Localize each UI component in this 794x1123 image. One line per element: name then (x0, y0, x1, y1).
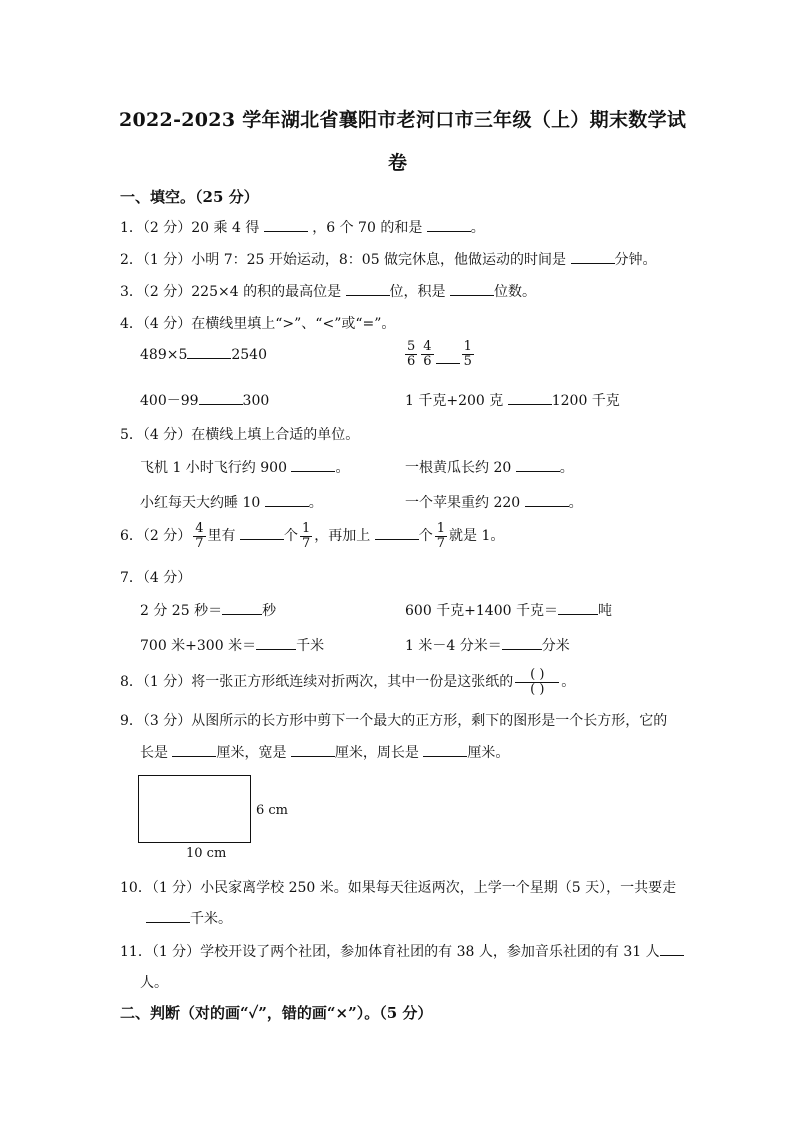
q1-text-b: ，6 个 70 的和是 (312, 220, 423, 236)
page-title-line-2: 卷 (388, 152, 408, 174)
q9-width-label: 10 cm (186, 846, 227, 861)
q9-text-b: 厘米，宽是 (216, 745, 287, 761)
q4-item-2-blank[interactable] (436, 351, 460, 364)
q5-item-2-text: 一根黄瓜长约 20 (405, 460, 512, 476)
q1-answer-blank-1[interactable] (264, 219, 308, 232)
q1-text-c: 。 (470, 220, 485, 236)
q7-item-3 (140, 635, 324, 655)
q7-item-4-unit: 分米 (541, 638, 570, 654)
q8-text-a: 8．（1 分）将一张正方形纸连续对折两次，其中一份是这张纸的 (120, 674, 514, 691)
q7-item-4-text: 1 米－4 分米＝ (405, 638, 502, 654)
q4-item-1-right: 2540 (231, 347, 267, 363)
q9-answer-blank-2[interactable] (291, 744, 335, 757)
question-8 (120, 668, 575, 696)
q11-answer-blank[interactable] (660, 943, 684, 956)
q9-height-label: 6 cm (256, 803, 289, 818)
q9-answer-blank-3[interactable] (423, 744, 467, 757)
q7-item-1 (140, 600, 276, 620)
q5-item-2-blank[interactable] (516, 459, 560, 472)
q4-fraction-5-6: $\frac{5}{6}$ (407, 339, 416, 369)
q9-answer-blank-1[interactable] (172, 744, 216, 757)
q5-item-1-blank[interactable] (291, 459, 335, 472)
q4-item-4-blank[interactable] (508, 392, 552, 405)
q5-item-1-end: 。 (335, 460, 350, 476)
q3-answer-blank-2[interactable] (450, 283, 494, 296)
q4-item-2 (403, 340, 476, 368)
q10-answer-blank[interactable] (146, 910, 190, 923)
q8-text-b: 。 (561, 674, 576, 691)
q7-item-2-blank[interactable] (558, 602, 598, 615)
q6-answer-blank-2[interactable] (375, 527, 419, 540)
q5-item-1-text: 飞机 1 小时飞行约 900 (140, 460, 287, 476)
q7-item-1-text: 2 分 25 秒＝ (140, 603, 223, 619)
q11-text: 11．（1 分）学校开设了两个社团，参加体育社团的有 38 人，参加音乐社团的有 31 人 (120, 944, 660, 960)
question-11-line-1 (120, 941, 684, 961)
q7-item-3-text: 700 米+300 米＝ (140, 638, 257, 654)
q3-text-c: 位数。 (493, 284, 536, 300)
q5-item-3-text: 小红每天大约睡 10 (140, 495, 261, 511)
question-6 (120, 522, 504, 550)
q5-item-4-text: 一个苹果重约 220 (405, 495, 521, 511)
question-4-stem: 4．（4 分）在横线里填上“>”、“<”或“=”。 (120, 316, 396, 332)
question-11-line-2: 人。 (140, 975, 168, 991)
q5-item-4 (405, 492, 583, 512)
q5-item-3 (140, 492, 323, 512)
q3-text-a: 3．（2 分）225×4 的积的最高位是 (120, 284, 342, 300)
q7-item-2 (405, 600, 612, 620)
q4-fraction-4-6: $\frac{4}{6}$ (423, 339, 432, 369)
question-10-line-2 (146, 908, 232, 928)
q7-item-3-blank[interactable] (256, 637, 296, 650)
q7-item-1-unit: 秒 (262, 603, 277, 619)
q3-answer-blank-1[interactable] (346, 283, 390, 296)
page-title-line-1: 2022-2023 学年湖北省襄阳市老河口市三年级（上）期末数学试 (119, 109, 687, 131)
q5-item-2 (405, 457, 574, 477)
section-2-heading: 二、判断（对的画“✓”，错的画“×”）。（5 分） (120, 1004, 433, 1022)
q4-item-3-right: 300 (242, 393, 270, 409)
q7-item-3-unit: 千米 (296, 638, 325, 654)
question-9-line-1: 9．（3 分）从图所示的长方形中剪下一个最大的正方形，剩下的图形是一个长方形，它的 (120, 713, 668, 729)
question-3 (120, 281, 536, 301)
q6-answer-blank-1[interactable] (240, 527, 284, 540)
q6-fraction-1-7-b: $\frac{1}{7}$ (436, 521, 446, 551)
q3-text-b: 位，积是 (389, 284, 446, 300)
q5-item-2-end: 。 (559, 460, 574, 476)
q9-rectangle-figure (138, 775, 251, 843)
q5-item-4-end: 。 (568, 495, 583, 511)
q2-text-a: 2．（1 分）小明 7：25 开始运动，8：05 做完休息，他做运动的时间是 (120, 252, 567, 268)
q8-fraction-answer[interactable]: $\frac{( )}{( )}$ (515, 668, 559, 696)
q7-item-2-unit: 吨 (597, 603, 612, 619)
q4-item-4 (405, 390, 620, 410)
q4-item-1 (140, 346, 267, 363)
question-10-line-1: 10．（1 分）小民家离学校 250 米。如果每天往返两次，上学一个星期（5 天），一共要走 (120, 880, 677, 896)
q5-item-3-end: 。 (308, 495, 323, 511)
q6-fraction-4-7: $\frac{4}{7}$ (195, 521, 204, 551)
q6-text-c: 个 (284, 528, 298, 545)
q4-item-4-left: 1 千克+200 克 (405, 393, 504, 409)
q10-unit: 千米。 (190, 911, 232, 927)
q4-item-1-blank[interactable] (187, 346, 231, 359)
q5-item-3-blank[interactable] (265, 494, 309, 507)
q4-item-3 (140, 390, 269, 410)
section-1-heading: 一、填空。（25 分） (120, 188, 259, 206)
question-7-stem: 7．（4 分） (120, 570, 192, 586)
q2-text-b: 分钟。 (614, 252, 657, 268)
q7-item-2-text: 600 千克+1400 千克＝ (405, 603, 558, 619)
q7-item-1-blank[interactable] (222, 602, 262, 615)
question-9-line-2 (140, 742, 509, 762)
q7-item-4 (405, 635, 570, 655)
q5-item-1 (140, 457, 349, 477)
q6-text-b: 里有 (207, 528, 236, 545)
q4-item-3-blank[interactable] (199, 392, 243, 405)
q1-text-a: 1．（2 分）20 乘 4 得 (120, 220, 260, 236)
q6-text-e: 个 (418, 528, 433, 545)
q6-fraction-1-7-a: $\frac{1}{7}$ (302, 521, 311, 551)
q9-text-a: 长是 (140, 745, 168, 761)
q4-item-3-left: 400－99 (140, 393, 199, 409)
q4-fraction-1-5: $\frac{1}{5}$ (463, 339, 472, 369)
q6-text-f: 就是 1。 (449, 528, 505, 545)
q7-item-4-blank[interactable] (502, 637, 542, 650)
question-5-stem: 5．（4 分）在横线上填上合适的单位。 (120, 427, 360, 443)
q5-item-4-blank[interactable] (525, 494, 569, 507)
question-1 (120, 217, 485, 237)
q4-item-1-left: 489×5 (140, 347, 188, 363)
q1-answer-blank-2[interactable] (427, 219, 471, 232)
q9-text-d: 厘米。 (467, 745, 510, 761)
question-2 (120, 249, 657, 269)
q4-item-4-right: 1200 千克 (551, 393, 620, 409)
q6-text-d: ，再加上 (314, 528, 371, 545)
q6-text-a: 6．（2 分） (120, 528, 192, 545)
q9-text-c: 厘米，周长是 (334, 745, 419, 761)
q2-answer-blank[interactable] (571, 251, 615, 264)
